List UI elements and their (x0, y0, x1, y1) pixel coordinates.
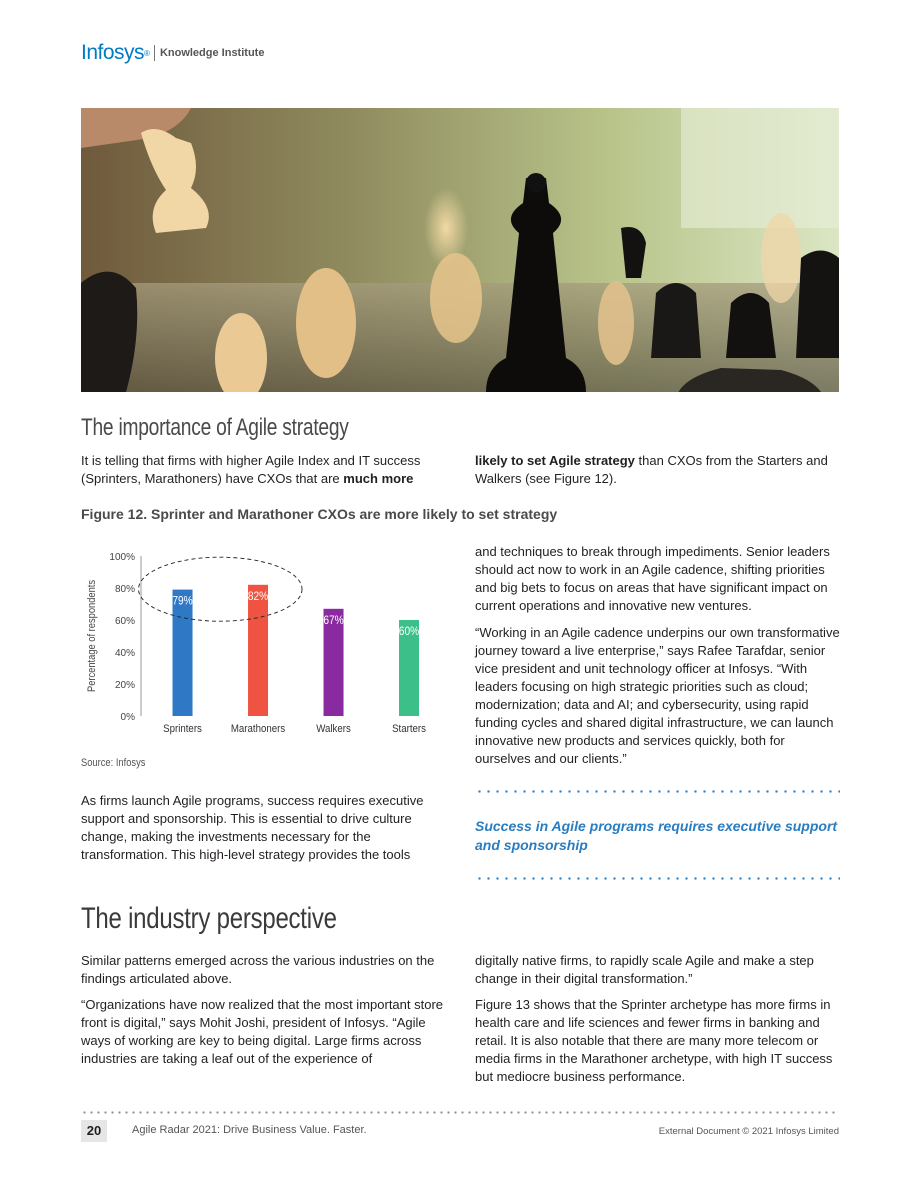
y-tick-label: 20% (114, 680, 135, 691)
footer-divider (81, 1111, 839, 1114)
pull-quote-bottom-divider (475, 877, 840, 880)
y-tick-label: 80% (114, 584, 135, 595)
infosys-logo (81, 42, 264, 64)
registered-mark: ® (144, 48, 150, 58)
intro-text: It is telling that firms with higher Agile Index and IT success (Sprinters, Marathoners) have CXOs that are (81, 453, 421, 486)
report-title: Agile Radar 2021: Drive Business Value. Faster. (132, 1124, 367, 1136)
data-label-walkers: 67% (323, 614, 344, 628)
bar-marathoners (248, 585, 268, 716)
x-tick-label-marathoners: Marathoners (230, 723, 286, 736)
data-label-sprinters: 79% (172, 594, 193, 608)
paragraph-quote-tarafdar: “Working in an Agile cadence underpins our own transformative journey toward a live enterprise,” says Rafee Tarafdar, senior vice president and unit technology officer at Infosys. “With leaders focusing on high strategic priorities such as cloud; modernization; data and AI; and cybersecurity, using rapid funding cycles and shared digital infrastructure, we can launch innovative new products and services quickly, both for ourselves and our clients.” (475, 625, 840, 766)
logo-divider (154, 45, 155, 61)
figure-12-chart (81, 540, 451, 740)
y-axis-label: Percentage of respondents (86, 579, 99, 693)
intro-bold-text: much more (343, 471, 414, 486)
intro-text-continued: than CXOs from the Starters and Walkers (see Figure 12). (475, 453, 828, 486)
pull-quote: Success in Agile programs requires executive support and sponsorship (475, 818, 838, 853)
figure-title: Figure 12. Sprinter and Marathoner CXOs are more likely to set strategy (81, 506, 558, 522)
pull-quote-top-divider (475, 790, 840, 793)
paragraph-quote-joshi: “Organizations have now realized that the most important store front is digital,” says Mohit Joshi, president of Infosys. “Agile ways of working are key to being digital. Large firms across industries are taking a leaf out of the experience of (81, 997, 444, 1066)
y-tick-label: 0% (120, 712, 135, 723)
chess-hero-image (81, 108, 839, 392)
y-tick-label: 60% (114, 616, 135, 627)
paragraph-figure-13: Figure 13 shows that the Sprinter archetype has more firms in health care and life sciences and fewer firms in banking and retail. It is also notable that there are many more telecom or media firms in the Marathoner archetype, with high IT success but mediocre business performance. (475, 997, 833, 1084)
y-tick-label: 40% (114, 648, 135, 659)
y-tick-label: 100% (109, 552, 135, 563)
data-label-starters: 60% (398, 625, 420, 639)
section-heading-industry: The industry perspective (81, 902, 337, 935)
intro-paragraph-left (81, 452, 451, 488)
paragraph-digital-natives: digitally native firms, to rapidly scale Agile and make a step change in their digital transformation.” (475, 953, 814, 986)
highlight-ellipse (139, 557, 303, 621)
paragraph-techniques: and techniques to break through impediments. Senior leaders should act now to work in an Agile cadence, shifting priorities and big bets to focus on areas that have significant impact on current operations and innovative new ventures. (475, 544, 830, 613)
subbrand-name: Knowledge Institute (159, 47, 265, 59)
intro-paragraph-right (475, 452, 840, 488)
x-tick-label-walkers: Walkers (316, 723, 351, 736)
bar-chart-svg (81, 540, 451, 740)
x-tick-label-sprinters: Sprinters (163, 723, 202, 736)
paragraph-industry-patterns: Similar patterns emerged across the various industries on the findings articulated above. (81, 953, 435, 986)
section-heading-agile-strategy: The importance of Agile strategy (81, 414, 349, 441)
intro-bold-continued: likely to set Agile strategy (475, 453, 635, 468)
pull-quote-box (475, 790, 840, 880)
copyright-notice: External Document © 2021 Infosys Limited (658, 1126, 839, 1137)
bar-sprinters (173, 590, 193, 716)
figure-source: Source: Infosys (81, 757, 146, 769)
page-number: 20 (81, 1120, 107, 1142)
brand-name: Infosys (81, 41, 145, 64)
paragraph-executive-support: As firms launch Agile programs, success requires executive support and sponsorship. This is essential to drive culture change, making the investments necessary for the transformation. This high-level strategy provides the tools (81, 793, 424, 862)
x-tick-label-starters: Starters (392, 723, 426, 736)
data-label-marathoners: 82% (247, 590, 269, 604)
